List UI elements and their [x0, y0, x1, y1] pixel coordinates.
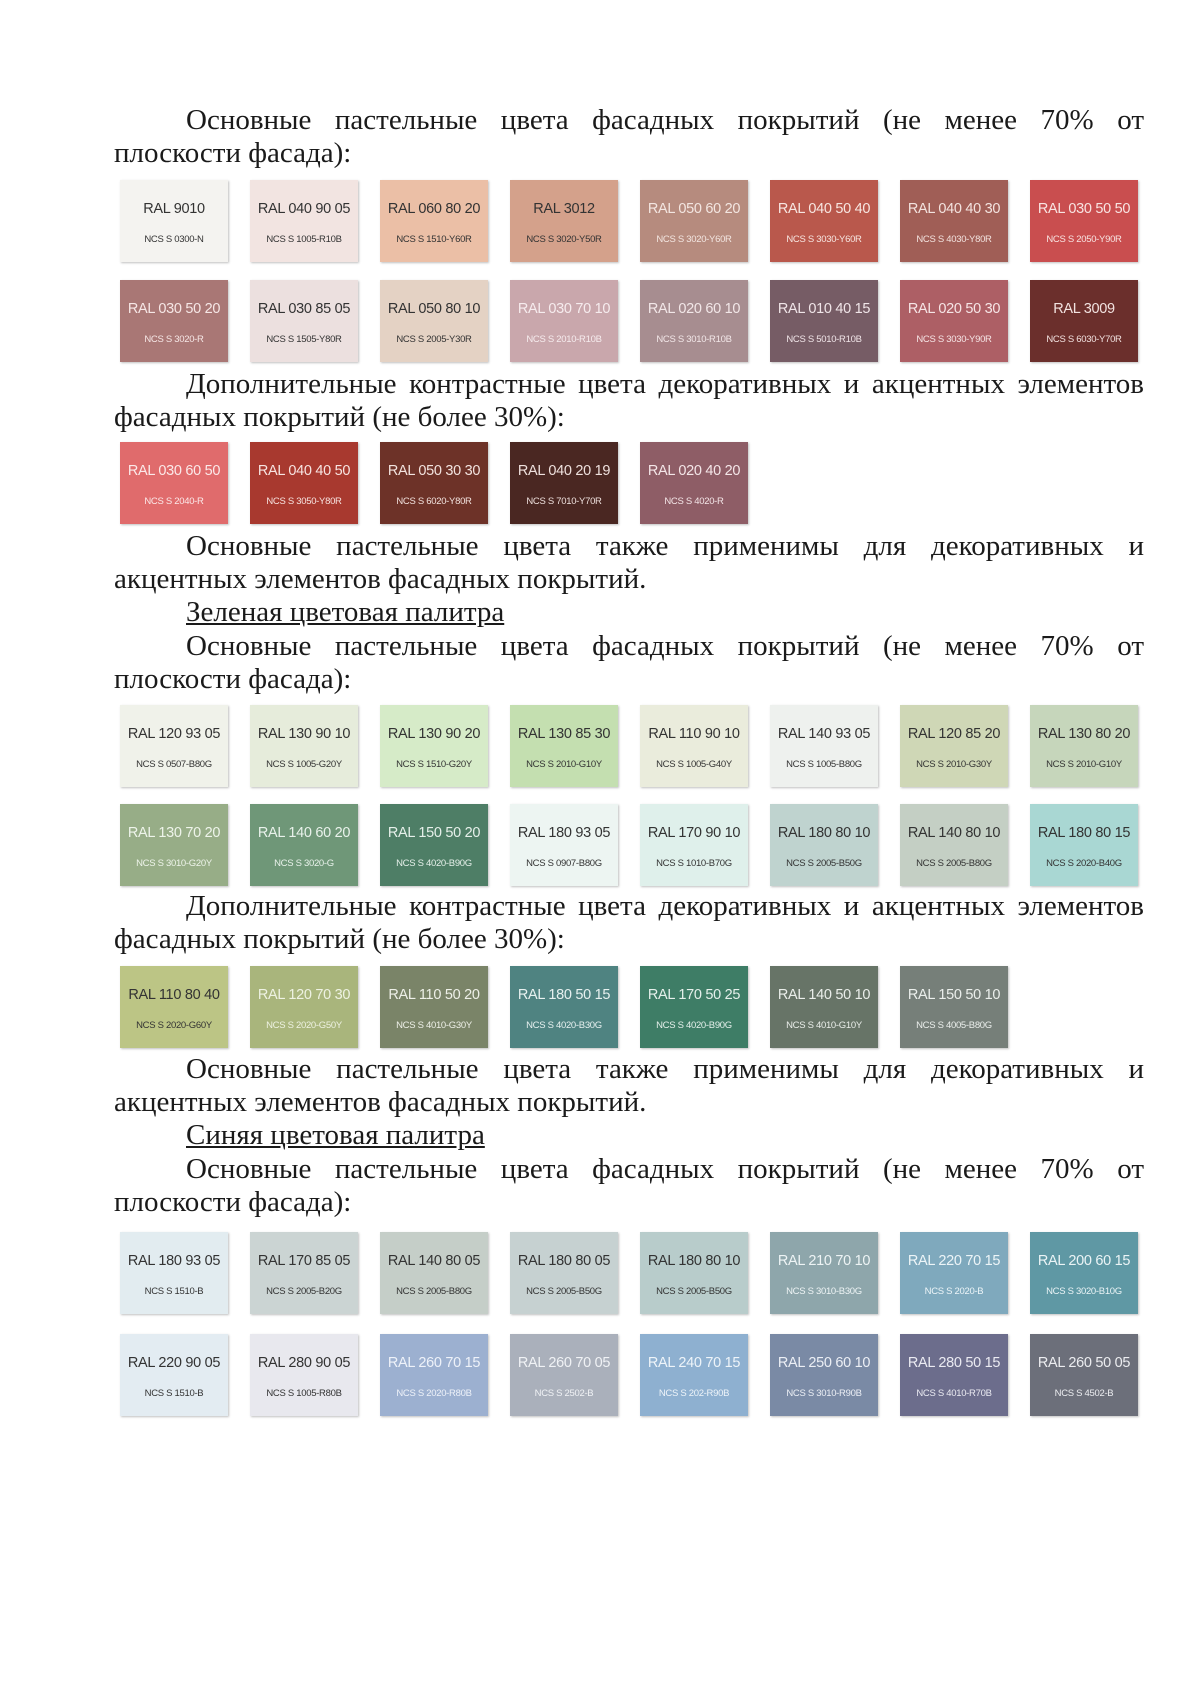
color-swatch: [250, 280, 358, 362]
color-swatch: [640, 966, 748, 1048]
swatch-ral-code: RAL 150 50 20: [387, 825, 481, 841]
color-swatch: [380, 280, 488, 362]
swatch-ral-code: RAL 130 90 20: [387, 726, 481, 742]
swatch-ncs-code: NCS S 0300-N: [144, 234, 204, 245]
swatch-ncs-code: NCS S 2020-G60Y: [136, 1020, 212, 1031]
red-accent-intro: Дополнительные контрастные цвета декоративных и акцентных элементов фасадных покрытий (не более 30%):: [114, 368, 1144, 433]
swatch-ncs-code: NCS S 3010-B30G: [786, 1286, 862, 1297]
swatch-ral-code: RAL 180 80 15: [1037, 825, 1131, 841]
color-swatch: [510, 804, 618, 886]
swatch-ncs-code: NCS S 2005-B50G: [526, 1286, 602, 1297]
swatch-ncs-code: NCS S 4010-R70B: [916, 1388, 992, 1399]
swatch-ral-code: RAL 140 80 05: [387, 1253, 481, 1269]
color-swatch: [770, 966, 878, 1048]
swatch-ral-code: RAL 280 90 05: [257, 1355, 351, 1371]
swatch-ral-code: RAL 200 60 15: [1037, 1253, 1131, 1269]
swatch-ncs-code: NCS S 2005-B50G: [786, 858, 862, 869]
swatch-ral-code: RAL 180 80 10: [777, 825, 871, 841]
swatch-ncs-code: NCS S 2010-G30Y: [916, 759, 992, 770]
swatch-ral-code: RAL 030 50 20: [127, 301, 221, 317]
swatch-ral-code: RAL 110 80 40: [128, 987, 220, 1003]
swatch-ral-code: RAL 130 85 30: [517, 726, 611, 742]
swatch-ncs-code: NCS S 3020-R: [144, 334, 204, 345]
color-swatch: [120, 966, 228, 1048]
swatch-ncs-code: NCS S 2040-R: [144, 496, 204, 507]
swatch-ral-code: RAL 040 40 50: [257, 463, 351, 479]
swatch-ncs-code: NCS S 3010-R90B: [786, 1388, 862, 1399]
swatch-ncs-code: NCS S 202-R90B: [658, 1388, 730, 1399]
color-swatch: [120, 1232, 228, 1314]
swatch-ncs-code: NCS S 2020-R80B: [396, 1388, 472, 1399]
color-swatch: [770, 1334, 878, 1416]
color-swatch: [640, 1334, 748, 1416]
blue-palette-heading: Синяя цветовая палитра: [186, 1119, 485, 1151]
swatch-ncs-code: NCS S 3050-Y80R: [266, 496, 342, 507]
swatch-ncs-code: NCS S 7010-Y70R: [526, 496, 602, 507]
color-swatch: [1030, 804, 1138, 886]
swatch-ral-code: RAL 120 85 20: [907, 726, 1001, 742]
swatch-ncs-code: NCS S 2005-B20G: [266, 1286, 342, 1297]
swatch-ncs-code: NCS S 2005-B50G: [656, 1286, 732, 1297]
swatch-ral-code: RAL 170 50 25: [647, 987, 741, 1003]
swatch-ncs-code: NCS S 1510-Y60R: [396, 234, 472, 245]
color-swatch: [640, 280, 748, 362]
color-swatch: [770, 280, 878, 362]
swatch-ral-code: RAL 260 50 05: [1037, 1355, 1131, 1371]
swatch-ral-code: RAL 050 80 10: [387, 301, 481, 317]
swatch-ncs-code: NCS S 4502-B: [1054, 1388, 1114, 1399]
swatch-ral-code: RAL 210 70 10: [777, 1253, 871, 1269]
swatch-ral-code: RAL 180 80 10: [647, 1253, 741, 1269]
green-palette-heading: Зеленая цветовая палитра: [186, 596, 505, 628]
swatch-ncs-code: NCS S 2020-B40G: [1046, 858, 1122, 869]
swatch-ral-code: RAL 140 60 20: [257, 825, 351, 841]
swatch-ral-code: RAL 050 60 20: [647, 201, 741, 217]
swatch-ncs-code: NCS S 3030-Y60R: [786, 234, 862, 245]
swatch-ncs-code: NCS S 3020-G: [274, 858, 334, 869]
swatch-ral-code: RAL 280 50 15: [907, 1355, 1001, 1371]
swatch-ncs-code: NCS S 4010-G10Y: [786, 1020, 862, 1031]
swatch-ral-code: RAL 110 90 10: [648, 726, 740, 742]
color-swatch: [1030, 1334, 1138, 1416]
swatch-ncs-code: NCS S 4010-G30Y: [396, 1020, 472, 1031]
swatch-ral-code: RAL 3012: [533, 201, 595, 217]
swatch-ral-code: RAL 040 20 19: [517, 463, 611, 479]
swatch-ral-code: RAL 050 30 30: [387, 463, 481, 479]
color-swatch: [900, 1334, 1008, 1416]
swatch-ncs-code: NCS S 3010-G20Y: [136, 858, 212, 869]
color-swatch: [380, 1334, 488, 1416]
swatch-ncs-code: NCS S 3010-R10B: [656, 334, 732, 345]
color-swatch: [640, 705, 748, 787]
color-swatch: [770, 180, 878, 262]
color-swatch: [770, 705, 878, 787]
swatch-ncs-code: NCS S 1505-Y80R: [266, 334, 342, 345]
color-swatch: [510, 966, 618, 1048]
color-swatch: [380, 180, 488, 262]
swatch-ral-code: RAL 040 50 40: [777, 201, 871, 217]
green-note: Основные пастельные цвета также применимы для декоративных и акцентных элементов фасадных покрытий.: [114, 1053, 1144, 1118]
swatch-ral-code: RAL 220 70 15: [907, 1253, 1001, 1269]
green-main-intro: Основные пастельные цвета фасадных покрытий (не менее 70% от плоскости фасада):: [114, 630, 1144, 695]
swatch-ncs-code: NCS S 2020-G50Y: [266, 1020, 342, 1031]
swatch-ral-code: RAL 260 70 05: [517, 1355, 611, 1371]
color-swatch: [900, 280, 1008, 362]
color-swatch: [510, 180, 618, 262]
color-swatch: [250, 966, 358, 1048]
swatch-ncs-code: NCS S 1510-B: [144, 1286, 204, 1297]
swatch-ral-code: RAL 140 80 10: [907, 825, 1001, 841]
swatch-ncs-code: NCS S 1005-G20Y: [266, 759, 342, 770]
swatch-ral-code: RAL 040 90 05: [257, 201, 351, 217]
color-swatch: [380, 1232, 488, 1314]
swatch-ral-code: RAL 9010: [143, 201, 205, 217]
swatch-ncs-code: NCS S 2050-Y90R: [1046, 234, 1122, 245]
swatch-ral-code: RAL 110 50 20: [388, 987, 480, 1003]
swatch-ral-code: RAL 030 85 05: [257, 301, 351, 317]
blue-main-intro: Основные пастельные цвета фасадных покрытий (не менее 70% от плоскости фасада):: [114, 1153, 1144, 1218]
color-swatch: [120, 180, 228, 262]
color-swatch: [510, 442, 618, 524]
swatch-ral-code: RAL 140 50 10: [777, 987, 871, 1003]
color-swatch: [1030, 180, 1138, 262]
swatch-ral-code: RAL 120 70 30: [257, 987, 351, 1003]
swatch-ral-code: RAL 170 85 05: [257, 1253, 351, 1269]
red-note: Основные пастельные цвета также применимы для декоративных и акцентных элементов фасадных покрытий.: [114, 530, 1144, 595]
swatch-ncs-code: NCS S 2020-B: [924, 1286, 984, 1297]
color-swatch: [770, 1232, 878, 1314]
color-swatch: [380, 705, 488, 787]
swatch-ral-code: RAL 180 50 15: [517, 987, 611, 1003]
color-swatch: [380, 442, 488, 524]
swatch-ncs-code: NCS S 4020-B30G: [526, 1020, 602, 1031]
color-swatch: [510, 1334, 618, 1416]
swatch-ncs-code: NCS S 3020-B10G: [1046, 1286, 1122, 1297]
color-swatch: [120, 705, 228, 787]
color-swatch: [250, 804, 358, 886]
color-swatch: [900, 966, 1008, 1048]
color-swatch: [1030, 705, 1138, 787]
swatch-ral-code: RAL 180 80 05: [517, 1253, 611, 1269]
swatch-ncs-code: NCS S 1010-B70G: [656, 858, 732, 869]
swatch-ncs-code: NCS S 4030-Y80R: [916, 234, 992, 245]
swatch-ral-code: RAL 060 80 20: [387, 201, 481, 217]
color-swatch: [770, 804, 878, 886]
swatch-ncs-code: NCS S 6030-Y70R: [1046, 334, 1122, 345]
red-main-intro: Основные пастельные цвета фасадных покрытий (не менее 70% от плоскости фасада):: [114, 104, 1144, 169]
swatch-ncs-code: NCS S 2005-Y30R: [396, 334, 472, 345]
swatch-ncs-code: NCS S 2005-B80G: [396, 1286, 472, 1297]
color-swatch: [120, 280, 228, 362]
swatch-ral-code: RAL 240 70 15: [647, 1355, 741, 1371]
swatch-ral-code: RAL 130 90 10: [257, 726, 351, 742]
swatch-ncs-code: NCS S 1005-R80B: [266, 1388, 342, 1399]
color-swatch: [640, 1232, 748, 1314]
swatch-ncs-code: NCS S 2502-B: [534, 1388, 594, 1399]
swatch-ral-code: RAL 180 93 05: [127, 1253, 221, 1269]
color-swatch: [250, 442, 358, 524]
color-swatch: [380, 966, 488, 1048]
color-swatch: [1030, 1232, 1138, 1314]
color-swatch: [510, 705, 618, 787]
color-swatch: [250, 180, 358, 262]
color-swatch: [900, 1232, 1008, 1314]
swatch-ncs-code: NCS S 4005-B80G: [916, 1020, 992, 1031]
swatch-ral-code: RAL 130 80 20: [1037, 726, 1131, 742]
swatch-ncs-code: NCS S 1005-G40Y: [656, 759, 732, 770]
swatch-ncs-code: NCS S 5010-R10B: [786, 334, 862, 345]
swatch-ncs-code: NCS S 1005-R10B: [266, 234, 342, 245]
swatch-ncs-code: NCS S 2010-R10B: [526, 334, 602, 345]
swatch-ral-code: RAL 030 50 50: [1037, 201, 1131, 217]
color-swatch: [380, 804, 488, 886]
swatch-ral-code: RAL 130 70 20: [127, 825, 221, 841]
swatch-ncs-code: NCS S 2010-G10Y: [1046, 759, 1122, 770]
color-swatch: [250, 1232, 358, 1314]
color-swatch: [250, 1334, 358, 1416]
green-accent-intro: Дополнительные контрастные цвета декоративных и акцентных элементов фасадных покрытий (не более 30%):: [114, 890, 1144, 955]
color-swatch: [1030, 280, 1138, 362]
swatch-ncs-code: NCS S 6020-Y80R: [396, 496, 472, 507]
swatch-ncs-code: NCS S 1510-B: [144, 1388, 204, 1399]
swatch-ral-code: RAL 250 60 10: [777, 1355, 871, 1371]
swatch-ral-code: RAL 020 60 10: [647, 301, 741, 317]
swatch-ral-code: RAL 220 90 05: [127, 1355, 221, 1371]
color-swatch: [510, 1232, 618, 1314]
color-swatch: [510, 280, 618, 362]
swatch-ral-code: RAL 170 90 10: [647, 825, 741, 841]
color-swatch: [120, 1334, 228, 1416]
swatch-ral-code: RAL 140 93 05: [777, 726, 871, 742]
swatch-ncs-code: NCS S 0507-B80G: [136, 759, 212, 770]
color-swatch: [640, 804, 748, 886]
swatch-ral-code: RAL 040 40 30: [907, 201, 1001, 217]
swatch-ncs-code: NCS S 2005-B80G: [916, 858, 992, 869]
swatch-ncs-code: NCS S 1005-B80G: [786, 759, 862, 770]
swatch-ral-code: RAL 3009: [1053, 301, 1115, 317]
color-swatch: [120, 442, 228, 524]
swatch-ncs-code: NCS S 0907-B80G: [526, 858, 602, 869]
swatch-ral-code: RAL 120 93 05: [127, 726, 221, 742]
color-swatch: [640, 180, 748, 262]
swatch-ral-code: RAL 150 50 10: [907, 987, 1001, 1003]
swatch-ral-code: RAL 020 40 20: [647, 463, 741, 479]
swatch-ncs-code: NCS S 4020-R: [664, 496, 724, 507]
swatch-ral-code: RAL 020 50 30: [907, 301, 1001, 317]
swatch-ncs-code: NCS S 1510-G20Y: [396, 759, 472, 770]
swatch-ncs-code: NCS S 3020-Y50R: [526, 234, 602, 245]
swatch-ral-code: RAL 260 70 15: [387, 1355, 481, 1371]
swatch-ncs-code: NCS S 2010-G10Y: [526, 759, 602, 770]
color-swatch: [900, 804, 1008, 886]
color-swatch: [900, 180, 1008, 262]
color-swatch: [120, 804, 228, 886]
color-swatch: [900, 705, 1008, 787]
swatch-ncs-code: NCS S 3030-Y90R: [916, 334, 992, 345]
swatch-ncs-code: NCS S 4020-B90G: [656, 1020, 732, 1031]
color-swatch: [640, 442, 748, 524]
color-swatch: [250, 705, 358, 787]
swatch-ral-code: RAL 030 60 50: [127, 463, 221, 479]
swatch-ral-code: RAL 030 70 10: [517, 301, 611, 317]
swatch-ral-code: RAL 180 93 05: [517, 825, 611, 841]
swatch-ncs-code: NCS S 3020-Y60R: [656, 234, 732, 245]
swatch-ral-code: RAL 010 40 15: [777, 301, 871, 317]
swatch-ncs-code: NCS S 4020-B90G: [396, 858, 472, 869]
